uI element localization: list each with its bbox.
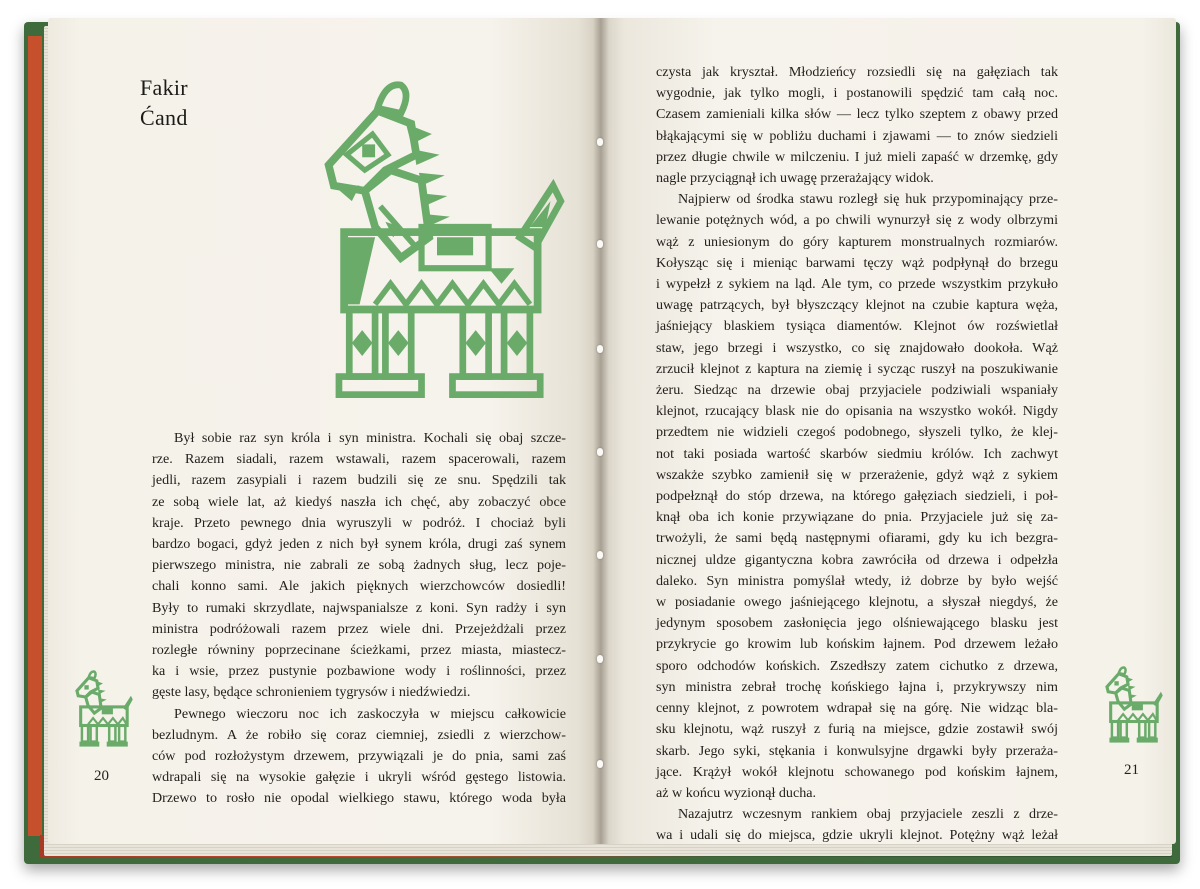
text-line: wdrapali się na wysokie gałęzie i ukryli wśród gęstego listowia. <box>152 769 566 786</box>
binding-stitch <box>597 448 603 456</box>
binding-stitch <box>597 345 603 353</box>
text-line: uwagę patrzących, był błyszczący klejnot na czubie kaptura węża, <box>656 297 1058 314</box>
text-line: rze. Razem siadali, razem wstawali, razem spacerowali, razem <box>152 451 566 468</box>
text-line: i wypełzł z sykiem na ląd. Ale tym, co przede wszystkim przykuło <box>656 276 1058 293</box>
text-line: ka i wsie, przez pustynie pozbawione wody i roślinności, przez <box>152 663 566 680</box>
text-line: przez długie chwile w milczeniu. I już mieli zapaść w drzemkę, gdy <box>656 148 1058 165</box>
text-line: żeru. Siedząc na drzewie obaj przyjaciele podziwiali wspaniały <box>656 382 1058 399</box>
story-title-line: Ćand <box>140 105 188 130</box>
right-page-text <box>656 62 1058 847</box>
text-line: rozległe równiny poprzecinane ścieżkami, przez miasta, miastecz- <box>152 642 566 659</box>
text-line: wa i udali się do miejsca, gdzie ukryli klejnot. Potężny wąż leżał <box>656 827 1058 844</box>
small-horse-illustration <box>1102 662 1164 750</box>
text-line: bardzo bogaci, gdyż jeden z nich był synem króla, drugi zaś synem <box>152 536 566 553</box>
text-line: ców pod rozłożystym drzewem, przywiązali je do pnia, sami zaś <box>152 748 566 765</box>
text-line: not taki posiada wartość skarbów siedmiu królów. Ich zachwyt <box>656 445 1058 462</box>
text-line: ministra podróżowali razem przez wiele dni. Przejeżdżali przez <box>152 620 566 637</box>
binding-stitch <box>597 655 603 663</box>
binding-stitch <box>597 240 603 248</box>
text-line: ze sobą wiele lat, aż kiedyś naszła ich chęć, aby zobaczyć obce <box>152 493 566 510</box>
text-line: skarb. Jego syki, stękania i konwulsyjne drgawki były przeraża- <box>656 742 1058 759</box>
text-line: nicznej uldze gigantyczna kobra zawróciła od drzewa i odpełzła <box>656 551 1058 568</box>
text-line: trwożyli, że sami będą następnymi ofiarami, gdy ku ich bezgra- <box>656 530 1058 547</box>
story-title-line: Fakir <box>140 75 188 100</box>
text-line: jedynym sposobem zasłonięcia jego olśniewającego blasku jest <box>656 615 1058 632</box>
text-line: przykrycie go krowim lub końskim łajnem. Pod drzewem leżało <box>656 636 1058 653</box>
text-line: kraje. Przeto pewnego dnia wyruszyli w podróż. I chociaż byli <box>152 514 566 531</box>
text-line: wszakże szybko zamienił się w przerażenie, gdyż wąż z sykiem <box>656 466 1058 483</box>
text-line: Były to rumaki skrzydlate, najwspanialsze z koni. Syn radży i syn <box>152 599 566 616</box>
binding-stitch <box>597 138 603 146</box>
text-line: jedli, razem zasypiali i razem budzili się ze snu. Spędzili tak <box>152 472 566 489</box>
small-horse-illustration <box>72 666 134 754</box>
text-line: Kołysząc się i mieniąc barwami tęczy wąż podpłynął do brzegu <box>656 254 1058 271</box>
text-line: staw, jego brzegi i wszystko, co się znajdowało dookoła. Wąż <box>656 339 1058 356</box>
text-line: zrzucił klejnot z kaptura na ziemię i sycząc ruszył na poszukiwanie <box>656 360 1058 377</box>
text-line: gęste lasy, będące schronieniem tygrysów i niedźwiedzi. <box>152 684 471 701</box>
text-line: Nazajutrz wczesnym rankiem obaj przyjaciele zeszli z drze- <box>678 806 1058 823</box>
left-page-text <box>152 428 566 810</box>
text-line: bezludnym. A że robiło się coraz ciemniej, zsiedli z wierzchow- <box>152 726 566 743</box>
text-line: wygodnie, jak tylko mogli, i postanowili spędzić tam całą noc. <box>656 85 1058 102</box>
text-line: błąkającymi się w pobliżu duchami i zjawami — to znów siedzieli <box>656 127 1058 144</box>
cover-spine-red <box>28 36 42 836</box>
text-line: Był sobie raz syn króla i syn ministra. Kochali się obaj szcze- <box>174 430 566 446</box>
text-line: lewanie potężnych wód, a po chwili wynurzył się z wody olbrzymi <box>656 212 1058 229</box>
text-line: podpełznął do stóp drzewa, na którego gałęziach siedzieli, i poł- <box>656 488 1058 505</box>
text-line: pierwszego ministra, nie zabrali ze sobą żadnych sług, lecz poje- <box>152 557 566 574</box>
text-line: czysta jak kryształ. Młodzieńcy rozsiedli się na gałęziach tak <box>656 64 1058 80</box>
text-line: Pewnego wieczoru noc ich zaskoczyła w miejscu całkowicie <box>174 705 566 722</box>
horse-illustration <box>308 76 566 414</box>
page-number-right: 21 <box>1124 762 1139 778</box>
text-line: w posiadanie owego jaśniejącego klejnotu, a słyszał niegdyś, że <box>656 594 1058 611</box>
text-line: klejnot, rzucający blask nie do opisania na wszystko wokół. Nigdy <box>656 403 1058 420</box>
page-number-left: 20 <box>94 768 109 784</box>
text-line: cenny klejnot, z powrotem wdrapał się na górę. Nie widząc bla- <box>656 700 1058 717</box>
text-line: knął oba ich konie przywiązane do pnia. Przyjaciele już się za- <box>656 509 1058 526</box>
text-line: nagle przyciągnął ich uwagę przerażający widok. <box>656 170 934 187</box>
binding-stitch <box>597 760 603 768</box>
text-line: Najpierw od środka stawu rozległ się huk przypominający prze- <box>678 191 1058 208</box>
text-line: jące. Krążył wokół klejnotu schowanego pod końskim łajnem, <box>656 763 1058 780</box>
text-line: Drzewo to rosło nie opodal wielkiego stawu, którego woda była <box>152 790 566 807</box>
text-line: sporo odchodów końskich. Zszedłszy zatem cichutko z drzewa, <box>656 657 1058 674</box>
text-line: syn ministra zebrał trochę końskiego łajna i, przykrywszy nim <box>656 678 1058 695</box>
text-line: przedtem nie widzieli czegoś podobnego, słyszeli tylko, że klej- <box>656 424 1058 441</box>
binding-stitch <box>597 551 603 559</box>
text-line: sku klejnotu, wąż ruszył z furią na miejsce, gdzie zostawił swój <box>656 721 1058 738</box>
story-title <box>140 73 188 133</box>
text-line: jaśniejący blaskiem tysiąca diamentów. Klejnot ów rozświetlał <box>656 318 1058 335</box>
text-line: Czasem zamieniali kilka słów — lecz tylko szeptem z obawy przed <box>656 106 1058 123</box>
text-line: aż w końcu wyzionął ducha. <box>656 784 817 801</box>
text-line: daleko. Syn ministra pomyślał wtedy, iż dobrze by było wejść <box>656 572 1058 589</box>
text-line: chali konno sami. Ale jakich pięknych wierzchowców dosiedli! <box>152 578 566 595</box>
text-line: wąż z uniesionym do góry kapturem monstrualnych rozmiarów. <box>656 233 1058 250</box>
